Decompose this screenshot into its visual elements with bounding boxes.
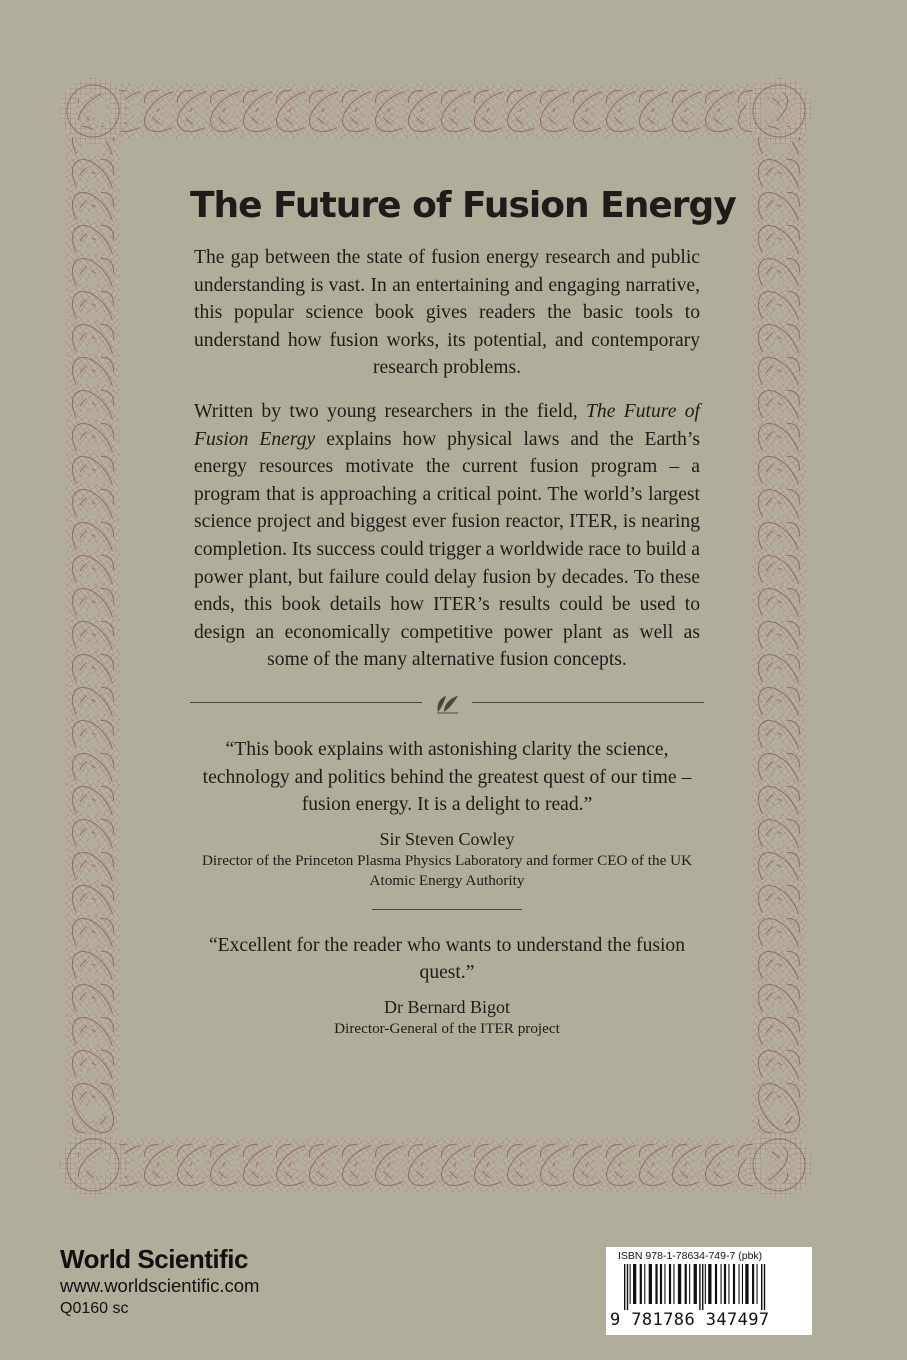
publisher-name: World Scientific [60, 1244, 248, 1274]
barcode-digits: 9 781786 347497 [610, 1310, 770, 1330]
leaf-icon [432, 692, 462, 714]
publisher-url: www.worldscientific.com [60, 1275, 260, 1296]
endorser-role: Director-General of the ITER project [334, 1019, 560, 1037]
paragraph-2-body: explains how physical laws and the Earth’s energy resources motivate the current fusion program – a program that is approaching a critical point. The world’s largest science project and biggest ever fusion reactor, ITER, is nearing completion. Its success could trigger a worldwide race to build a power plant, but failure could delay fusion by decades. To these ends, this book details how ITER’s results could be used to design an economically competitive power plant as well as some of the many alternative fusion concepts. [194, 428, 700, 671]
barcode-icon [616, 1264, 804, 1310]
description-paragraph-1: The gap between the state of fusion energy research and public understanding is vast. In an entertaining and engaging narrative, this popular science book gives readers the basic tools to understand how fusion works, its potential, and contemporary research problems. [194, 247, 700, 379]
endorser-name: Sir Steven Cowley [379, 828, 515, 849]
description-paragraph-2 [190, 398, 704, 674]
endorsement-quote: “Excellent for the reader who wants to understand the fusion quest.” [208, 934, 686, 984]
endorsement-quote: “This book explains with astonishing clarity the science, technology and politics behind the greatest quest of our time – fusion energy. It is a delight to read.” [202, 738, 692, 816]
product-code: Q0160 sc [60, 1300, 129, 1317]
paragraph-2-intro: Written by two young researchers in the field, [194, 400, 587, 422]
section-divider [190, 692, 704, 714]
endorser-role: Director of the Princeton Plasma Physics Laboratory and former CEO of the UK Atomic Energy Authority [201, 851, 693, 889]
back-cover-text [190, 185, 736, 1039]
book-title-italic: The Future of Fusion Energy [194, 400, 700, 450]
endorser-name: Dr Bernard Bigot [384, 996, 510, 1017]
divider-line-left [190, 702, 422, 703]
divider-line-right [472, 702, 704, 703]
isbn-label: ISBN 978-1-78634-749-7 (pbk) [618, 1250, 763, 1262]
isbn-barcode [606, 1247, 812, 1335]
publisher-block [60, 1244, 259, 1320]
endorsement-divider [372, 909, 522, 910]
book-title: The Future of Fusion Energy [190, 185, 736, 226]
